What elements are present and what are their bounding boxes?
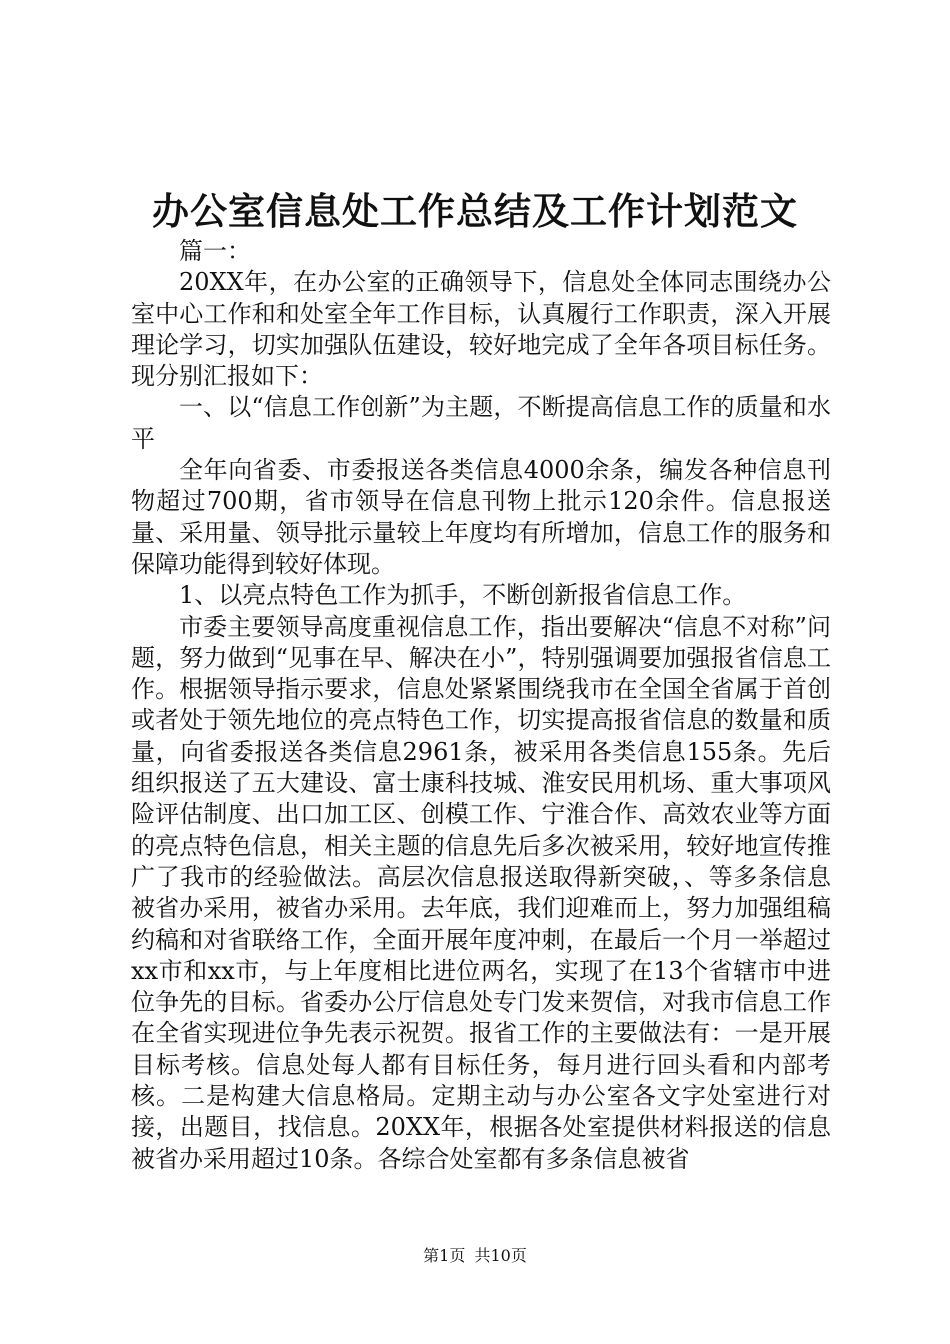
section-heading-1: 一、以“信息工作创新”为主题，不断提高信息工作的质量和水平 xyxy=(131,393,831,453)
section-label: 篇一： xyxy=(179,237,251,265)
subheading-1: 1、以亮点特色工作为抓手，不断创新报省信息工作。 xyxy=(179,581,747,610)
intro-paragraph: 20XX年，在办公室的正确领导下，信息处全体同志围绕办公室中心工作和和处室全年工作目标，认真履行工作职责，深入开展理论学习，切实加强队伍建设，较好地完成了全年各项目标任务。现分别汇报如下： xyxy=(131,268,831,391)
document-body xyxy=(131,236,831,1175)
document-title: 办公室信息处工作总结及工作计划范文 xyxy=(152,189,798,233)
page-number: 第1页 xyxy=(423,1246,466,1265)
page-footer xyxy=(0,1246,950,1266)
summary-paragraph: 全年向省委、市委报送各类信息4000余条，编发各种信息刊物超过700期，省市领导在信息刊物上批示120余件。信息报送量、采用量、领导批示量较上年度均有所增加，信息工作的服务和保障功能得到较好体现。 xyxy=(131,456,831,578)
detail-paragraph: 市委主要领导高度重视信息工作，指出要解决“信息不对称”问题，努力做到“见事在早、解决在小”，特别强调要加强报省信息工作。根据领导指示要求，信息处紧紧围绕我市在全国全省属于首创或者处于领先地位的亮点特色工作，切实提高报省信息的数量和质量，向省委报送各类信息2961条，被采用各类信息155条。先后组织报送了五大建设、富士康科技城、淮安民用机场、重大事项风险评估制度、出口加工区、创模工作、宁淮合作、高效农业等方面的亮点特色信息，相关主题的信息先后多次被采用，较好地宣传推广了我市的经验做法。高层次信息报送取得新突破，、等多条信息被省办采用，被省办采用。去年底，我们迎难而上，努力加强组稿约稿和对省联络工作，全面开展年度冲刺，在最后一个月一举超过xx市和xx市，与上年度相比进位两名，实现了在13个省辖市中进位争先的目标。省委办公厅信息处专门发来贺信，对我市信息工作在全省实现进位争先表示祝贺。报省工作的主要做法有：一是开展目标考核。信息处每人都有目标任务，每月进行回头看和内部考核。二是构建大信息格局。定期主动与办公室各文字处室进行对接，出题目，找信息。20XX年，根据各处室提供材料报送的信息被省办采用超过10条。各综合处室都有多条信息被省 xyxy=(131,612,831,1173)
page-total: 共10页 xyxy=(474,1246,527,1265)
